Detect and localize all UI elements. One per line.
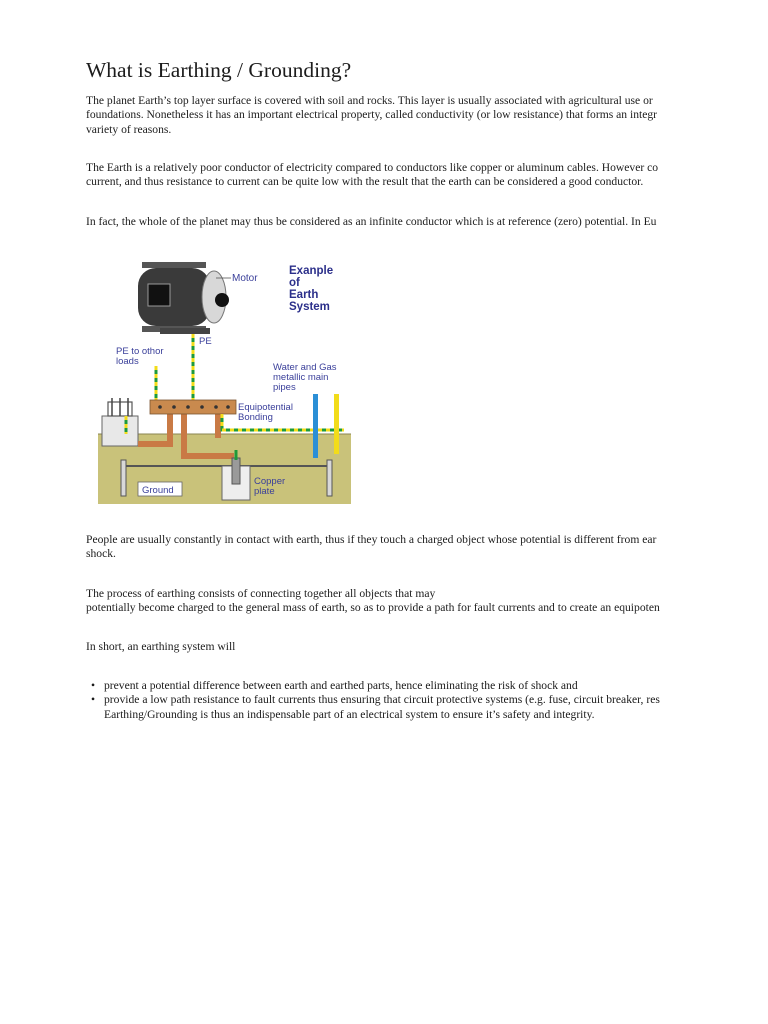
pe-label: PE [199, 336, 212, 347]
motor-label: Motor [232, 273, 258, 284]
pe-other-label: loads [116, 356, 139, 367]
text-line: potentially become charged to the general mass of earth, so as to provide a path for fault currents and to create an equipoten [86, 601, 660, 615]
text-line: foundations. Nonetheless it has an important electrical property, called conductivity (or low resistance) that forms an integr [86, 108, 658, 122]
gas-pipe-icon [334, 394, 339, 454]
text-line: In short, an earthing system will [86, 640, 236, 653]
earth-system-diagram [98, 248, 351, 504]
diagram-title-line: of [289, 277, 300, 289]
text-line: provide a low path resistance to fault currents thus ensuring that circuit protective systems (e.g. fuse, circuit breaker, res [104, 693, 660, 707]
paragraph-conductor [86, 161, 658, 190]
document-page [86, 0, 716, 1024]
text-line: current, and thus resistance to current can be quite low with the result that the earth can be considered a good conductor. [86, 175, 644, 189]
paragraph-earth-surface [86, 94, 657, 137]
water-pipe-icon [313, 394, 318, 458]
paragraph-infinite-conductor [86, 215, 656, 229]
copper-plate-label: plate [254, 486, 275, 497]
text-line: The Earth is a relatively poor conductor of electricity compared to conductors like copper or aluminum cables. However co [86, 161, 659, 174]
bullet-icon: • [91, 693, 96, 707]
text-line: variety of reasons. [86, 122, 172, 136]
list-item [86, 679, 660, 693]
text-line: The planet Earth’s top layer surface is covered with soil and rocks. This layer is usually associated with agricultural use or [86, 94, 653, 107]
copper-plate-label: Copper [254, 476, 286, 487]
paragraph-in-short [86, 640, 235, 654]
equipotential-label: Equipotential [238, 402, 293, 413]
equipotential-label: Bonding [238, 412, 273, 423]
text-line: prevent a potential difference between earth and earthed parts, hence eliminating the risk of shock and [104, 679, 578, 692]
bullet-icon: • [91, 679, 96, 692]
paragraph-earthing-process [86, 587, 660, 616]
ground-rod-icon [327, 460, 332, 496]
water-gas-label: Water and Gas [273, 362, 337, 373]
transformer-icon [102, 398, 138, 446]
page-title: What is Earthing / Grounding? [86, 58, 352, 82]
text-line: People are usually constantly in contact with earth, thus if they touch a charged object whose potential is different from ear [86, 533, 657, 546]
list-item [86, 693, 660, 722]
text-line: Earthing/Grounding is thus an indispensable part of an electrical system to ensure it’s safety and integrity. [104, 707, 595, 721]
motor-icon [138, 262, 229, 334]
ground-rod-icon [121, 460, 126, 496]
diagram-title-line: System [289, 301, 330, 313]
bullet-list [86, 679, 660, 722]
text-line: The process of earthing consists of connecting together all objects that may [86, 587, 436, 600]
diagram-title-line: Exanple [289, 265, 334, 277]
text-line: shock. [86, 547, 116, 561]
pe-other-label: PE to othor [116, 346, 164, 357]
text-line: In fact, the whole of the planet may thus be considered as an infinite conductor which is at reference (zero) potential. In Eu [86, 215, 657, 228]
paragraph-contact-earth [86, 533, 656, 562]
equipotential-busbar [150, 400, 236, 414]
ground-label: Ground [142, 485, 174, 496]
water-gas-label: pipes [273, 382, 296, 393]
diagram-title-line: Earth [289, 289, 319, 301]
water-gas-label: metallic main [273, 372, 329, 383]
